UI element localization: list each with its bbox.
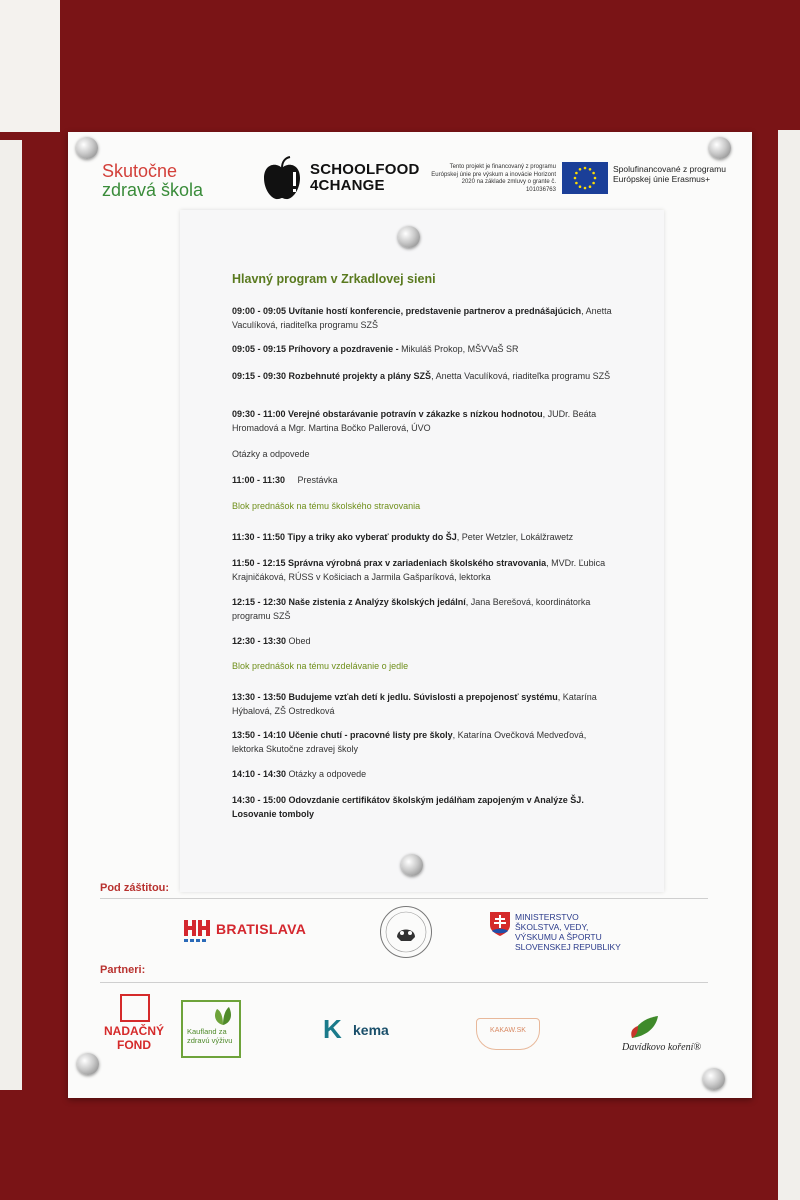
- program-item: Otázky a odpovede: [232, 449, 310, 459]
- program-title: Hlavný program v Zrkadlovej sieni: [232, 272, 436, 286]
- partners-label: Partneri:: [100, 964, 146, 976]
- eu-erasmus-text: Spolufinancované z programu Európskej únie Erasmus+: [613, 164, 726, 184]
- background-paper-left-edge: [0, 140, 22, 1090]
- kema-text: kema: [353, 1022, 389, 1038]
- pin-top-right: [709, 137, 731, 159]
- program-item: 13:30 - 13:50 Budujeme vzťah detí k jedlu. Súvislosti a prepojenosť systému, Katarína Hýbalová, ZŠ Ostredková: [232, 692, 597, 716]
- program-item: 13:50 - 14:10 Učenie chutí - pracovné listy pre školy, Katarína Ovečková Medveďová, lektorka Skutočne zdravej školy: [232, 730, 587, 754]
- leaf-icon: [628, 1014, 660, 1040]
- kakaw-text: KAKAW.SK: [490, 1027, 526, 1034]
- nadacny-fond-text: NADAČNÝ FOND: [104, 1024, 164, 1052]
- logo-sf-line1: SCHOOLFOOD: [310, 161, 420, 178]
- logo-schoolfood4change: [262, 152, 420, 200]
- logo-sf-line2: 4CHANGE: [310, 177, 385, 194]
- program-item: 12:15 - 12:30 Naše zistenia z Analýzy školských jedální, Jana Berešová, koordinátorka programu SZŠ: [232, 597, 591, 621]
- pin-bottom-right: [703, 1068, 725, 1090]
- ministry-text: MINISTERSTVO ŠKOLSTVA, VEDY, VÝSKUMU A ŠPORTU SLOVENSKEJ REPUBLIKY: [515, 912, 621, 952]
- apple-icon: [262, 156, 302, 200]
- program-item: 09:15 - 09:30 Rozbehnuté projekty a plány SZŠ, Anetta Vaculíková, riaditeľka programu SZŠ: [232, 371, 611, 381]
- program-item: 11:00 - 11:30 Prestávka: [232, 475, 338, 485]
- logo-szs-line1: Skutočne: [102, 161, 178, 181]
- program-item: 14:30 - 15:00 Odovzdanie certifikátov školským jedálňam zapojeným v Analýze ŠJ. Losovanie tomboly: [232, 795, 584, 819]
- eu-flag-icon: [562, 162, 608, 194]
- background-paper-left: [0, 0, 60, 132]
- block-heading-1: Blok prednášok na tému školského stravovania: [232, 501, 421, 511]
- logo-skutocne-zdrava-skola: [102, 162, 203, 200]
- program-item: 09:30 - 11:00 Verejné obstarávanie potravín v zákazke s nízkou hodnotou, JUDr. Beáta Hromadová a Mgr. Martina Bočko Pallerová, ÚVO: [232, 409, 597, 433]
- block-heading-2: Blok prednášok na tému vzdelávanie o jedle: [232, 661, 409, 671]
- program-item: 14:10 - 14:30 Otázky a odpovede: [232, 769, 367, 779]
- pin-sheet-top: [398, 226, 420, 248]
- program-item: 12:30 - 13:30 Obed: [232, 636, 311, 646]
- pin-bottom-left: [77, 1053, 99, 1075]
- kema-k-icon: K: [323, 1014, 342, 1044]
- patronage-label: Pod záštitou:: [100, 882, 170, 894]
- kaufland-k-icon: [120, 994, 150, 1022]
- divider: [100, 982, 708, 983]
- logo-kaufland-zdrava-vyziva: [181, 1000, 241, 1058]
- davidkovo-text: Davídkovo koření®: [622, 1042, 701, 1053]
- program-item: 09:05 - 09:15 Príhovory a pozdravenie - Mikuláš Prokop, MŠVVaŠ SR: [232, 344, 519, 354]
- slovak-coat-of-arms-icon: [490, 912, 510, 936]
- leaf-icon: [211, 1005, 235, 1027]
- program-item: 11:30 - 11:50 Tipy a triky ako vyberať produkty do ŠJ, Peter Wetzler, Lokálžrawetz: [232, 532, 574, 542]
- seal-icon: [380, 906, 432, 958]
- logo-szs-line2: zdravá škola: [102, 180, 204, 200]
- eu-horizon-note: Tento projekt je financovaný z programu Európskej únie pre výskum a inovácie Horizont 2020 na základe zmluvy o grante č. 101036763: [431, 164, 556, 193]
- divider: [100, 898, 708, 899]
- program-item: 11:50 - 12:15 Správna výrobná prax v zariadeniach školského stravovania, MVDr. Ľubica Krajničáková, RÚSS v Košiciach a Jarmila Gašparíková, lektorka: [232, 558, 606, 582]
- kaufland-text: Kaufland za zdravú výživu: [187, 1027, 233, 1045]
- bratislava-mark-icon: [184, 920, 210, 942]
- pin-top-left: [76, 137, 98, 159]
- program-item: 09:00 - 09:05 Uvítanie hostí konferencie, predstavenie partnerov a prednášajúcich, Anetta Vaculíková, riaditeľka programu SZŠ: [232, 306, 612, 330]
- logo-kakaw: [476, 1018, 540, 1050]
- background-paper-right-edge: [778, 130, 800, 1200]
- bratislava-text: BRATISLAVA: [216, 921, 307, 937]
- pin-sheet-bottom: [401, 854, 423, 876]
